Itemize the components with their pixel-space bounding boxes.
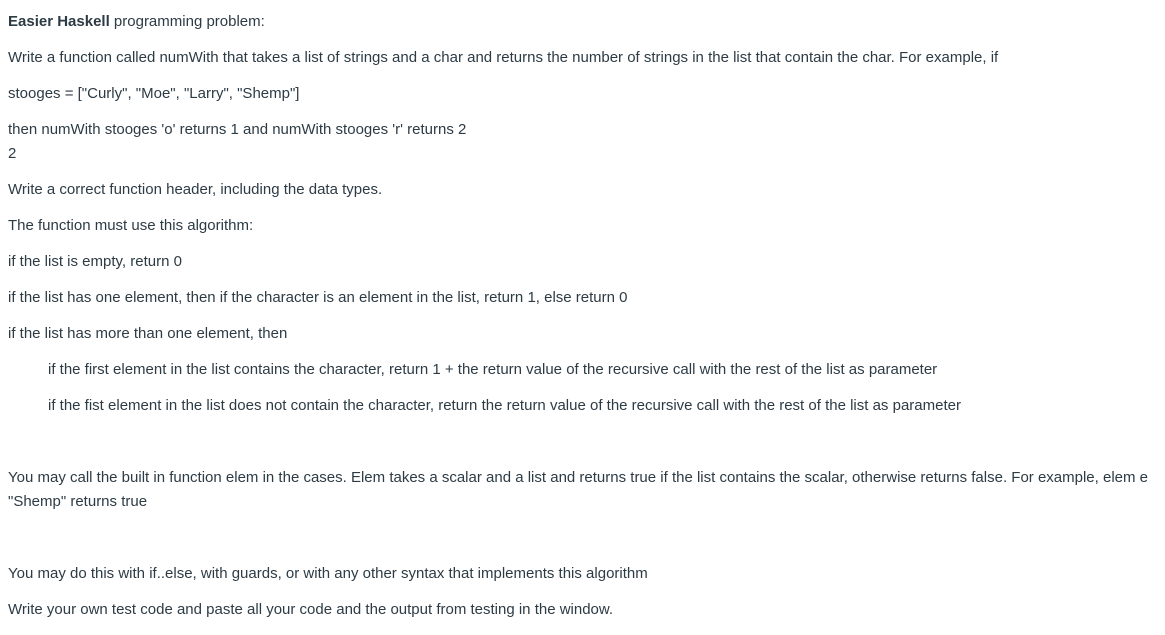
rule-many-not-contains: if the fist element in the list does not contain the character, return the return value of the recursive call with the rest of the list as parameter: [48, 397, 961, 414]
example-list: stooges = ["Curly", "Moe", "Larry", "Shemp"]: [8, 85, 300, 102]
title-bold-text: Easier Haskell: [8, 13, 110, 30]
algorithm-intro: The function must use this algorithm:: [8, 217, 254, 234]
rule-many-contains: if the first element in the list contains the character, return 1 + the return value of the recursive call with the rest of the list as parameter: [48, 361, 938, 378]
syntax-note: You may do this with if..else, with guards, or with any other syntax that implements this algorithm: [8, 565, 648, 582]
title-rest-text: programming problem:: [109, 13, 265, 30]
problem-title: [8, 12, 265, 32]
rule-many-elements: if the list has more than one element, then: [8, 325, 288, 342]
rule-one-element: if the list has one element, then if the character is an element in the list, return 1, else return 0: [8, 289, 628, 306]
example-result: then numWith stooges 'o' returns 1 and numWith stooges 'r' returns 2: [8, 121, 467, 138]
submit-note: Write your own test code and paste all your code and the output from testing in the window.: [8, 601, 614, 618]
elem-note: You may call the built in function elem in the cases. Elem takes a scalar and a list and returns true if the list contains the scalar, otherwise returns false. For example, elem e "Shemp" returns true: [8, 469, 1149, 510]
stray-number: 2: [8, 145, 17, 162]
header-instruction: Write a correct function header, including the data types.: [8, 181, 383, 198]
problem-intro: Write a function called numWith that takes a list of strings and a char and returns the number of strings in the list that contain the char. For example, if: [8, 49, 999, 66]
rule-empty: if the list is empty, return 0: [8, 253, 182, 270]
